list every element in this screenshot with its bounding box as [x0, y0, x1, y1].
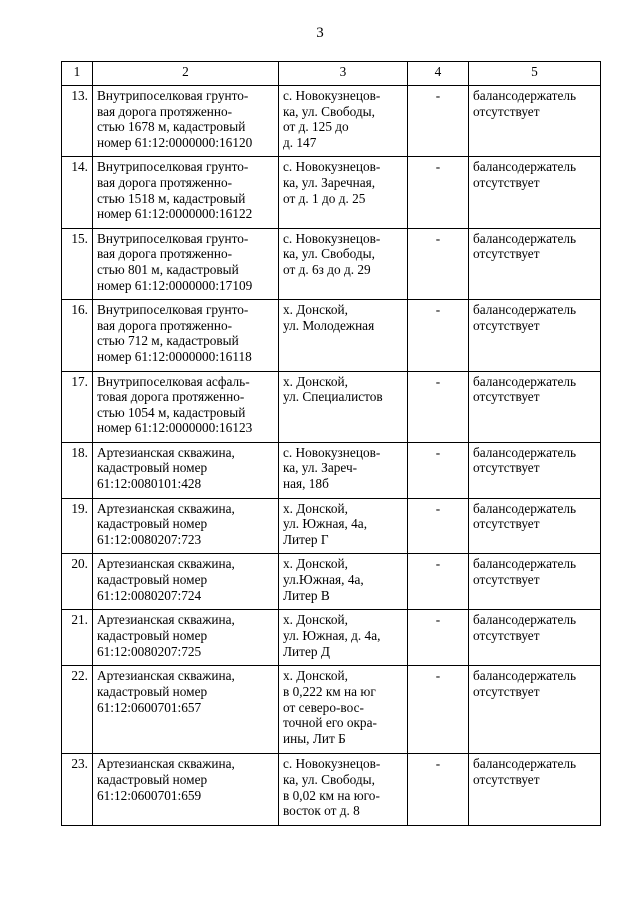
col4-value: -: [408, 666, 469, 754]
table-row: [62, 610, 601, 666]
col4-value: -: [408, 300, 469, 371]
header-row: [62, 62, 601, 86]
object-address: х. Донской, ул.Южная, 4а, Литер В: [279, 554, 408, 610]
balance-holder: балансодержатель отсутствует: [469, 300, 601, 371]
object-address: с. Новокузнецов- ка, ул. Заречная, от д. 1 до д. 25: [279, 157, 408, 228]
table-row: [62, 157, 601, 228]
table-row: [62, 666, 601, 754]
table-header: [62, 62, 601, 86]
object-name: Артезианская скважина, кадастровый номер 61:12:0600701:657: [93, 666, 279, 754]
object-name: Внутрипоселковая грунто- вая дорога протяженно- стью 712 м, кадастровый номер 61:12:0000000:16118: [93, 300, 279, 371]
object-name: Внутрипоселковая грунто- вая дорога протяженно- стью 1678 м, кадастровый номер 61:12:0000000:16120: [93, 86, 279, 157]
balance-holder: балансодержатель отсутствует: [469, 371, 601, 442]
row-number: 17.: [62, 371, 93, 442]
table-row: [62, 754, 601, 826]
object-name: Внутрипоселковая грунто- вая дорога протяженно- стью 1518 м, кадастровый номер 61:12:0000000:16122: [93, 157, 279, 228]
object-address: с. Новокузнецов- ка, ул. Свободы, в 0,02 км на юго- восток от д. 8: [279, 754, 408, 826]
table-body: [62, 86, 601, 826]
table-row: [62, 228, 601, 299]
balance-holder: балансодержатель отсутствует: [469, 754, 601, 826]
balance-holder: балансодержатель отсутствует: [469, 442, 601, 498]
object-address: с. Новокузнецов- ка, ул. Зареч- ная, 18б: [279, 442, 408, 498]
object-address: х. Донской, ул. Молодежная: [279, 300, 408, 371]
page-number: 3: [316, 25, 324, 41]
row-number: 19.: [62, 498, 93, 554]
object-name: Артезианская скважина, кадастровый номер 61:12:0080207:724: [93, 554, 279, 610]
table-row: [62, 371, 601, 442]
balance-holder: балансодержатель отсутствует: [469, 610, 601, 666]
row-number: 16.: [62, 300, 93, 371]
object-name: Внутрипоселковая асфаль- товая дорога протяженно- стью 1054 м, кадастровый номер 61:12:0000000:16123: [93, 371, 279, 442]
col4-value: -: [408, 610, 469, 666]
object-name: Артезианская скважина, кадастровый номер 61:12:0080207:723: [93, 498, 279, 554]
object-address: х. Донской, ул. Южная, 4а, Литер Г: [279, 498, 408, 554]
object-name: Артезианская скважина, кадастровый номер 61:12:0600701:659: [93, 754, 279, 826]
row-number: 14.: [62, 157, 93, 228]
header-col-3: 3: [279, 62, 408, 86]
row-number: 18.: [62, 442, 93, 498]
table-row: [62, 498, 601, 554]
object-name: Артезианская скважина, кадастровый номер 61:12:0080207:725: [93, 610, 279, 666]
col4-value: -: [408, 754, 469, 826]
table-row: [62, 300, 601, 371]
col4-value: -: [408, 442, 469, 498]
object-address: х. Донской, ул. Южная, д. 4а, Литер Д: [279, 610, 408, 666]
header-col-1: 1: [62, 62, 93, 86]
balance-holder: балансодержатель отсутствует: [469, 157, 601, 228]
object-name: Внутрипоселковая грунто- вая дорога протяженно- стью 801 м, кадастровый номер 61:12:0000000:17109: [93, 228, 279, 299]
header-col-2: 2: [93, 62, 279, 86]
balance-holder: балансодержатель отсутствует: [469, 228, 601, 299]
object-address: х. Донской, ул. Специалистов: [279, 371, 408, 442]
col4-value: -: [408, 157, 469, 228]
table-row: [62, 442, 601, 498]
balance-holder: балансодержатель отсутствует: [469, 554, 601, 610]
col4-value: -: [408, 86, 469, 157]
balance-holder: балансодержатель отсутствует: [469, 498, 601, 554]
table-row: [62, 554, 601, 610]
row-number: 23.: [62, 754, 93, 826]
table-row: [62, 86, 601, 157]
header-col-5: 5: [469, 62, 601, 86]
header-col-4: 4: [408, 62, 469, 86]
row-number: 21.: [62, 610, 93, 666]
col4-value: -: [408, 554, 469, 610]
object-name: Артезианская скважина, кадастровый номер 61:12:0080101:428: [93, 442, 279, 498]
row-number: 22.: [62, 666, 93, 754]
row-number: 15.: [62, 228, 93, 299]
object-address: х. Донской, в 0,222 км на юг от северо-вос- точной его окра- ины, Лит Б: [279, 666, 408, 754]
property-table: [61, 61, 601, 826]
balance-holder: балансодержатель отсутствует: [469, 666, 601, 754]
object-address: с. Новокузнецов- ка, ул. Свободы, от д. 125 до д. 147: [279, 86, 408, 157]
col4-value: -: [408, 228, 469, 299]
col4-value: -: [408, 371, 469, 442]
row-number: 20.: [62, 554, 93, 610]
balance-holder: балансодержатель отсутствует: [469, 86, 601, 157]
object-address: с. Новокузнецов- ка, ул. Свободы, от д. 6з до д. 29: [279, 228, 408, 299]
row-number: 13.: [62, 86, 93, 157]
col4-value: -: [408, 498, 469, 554]
